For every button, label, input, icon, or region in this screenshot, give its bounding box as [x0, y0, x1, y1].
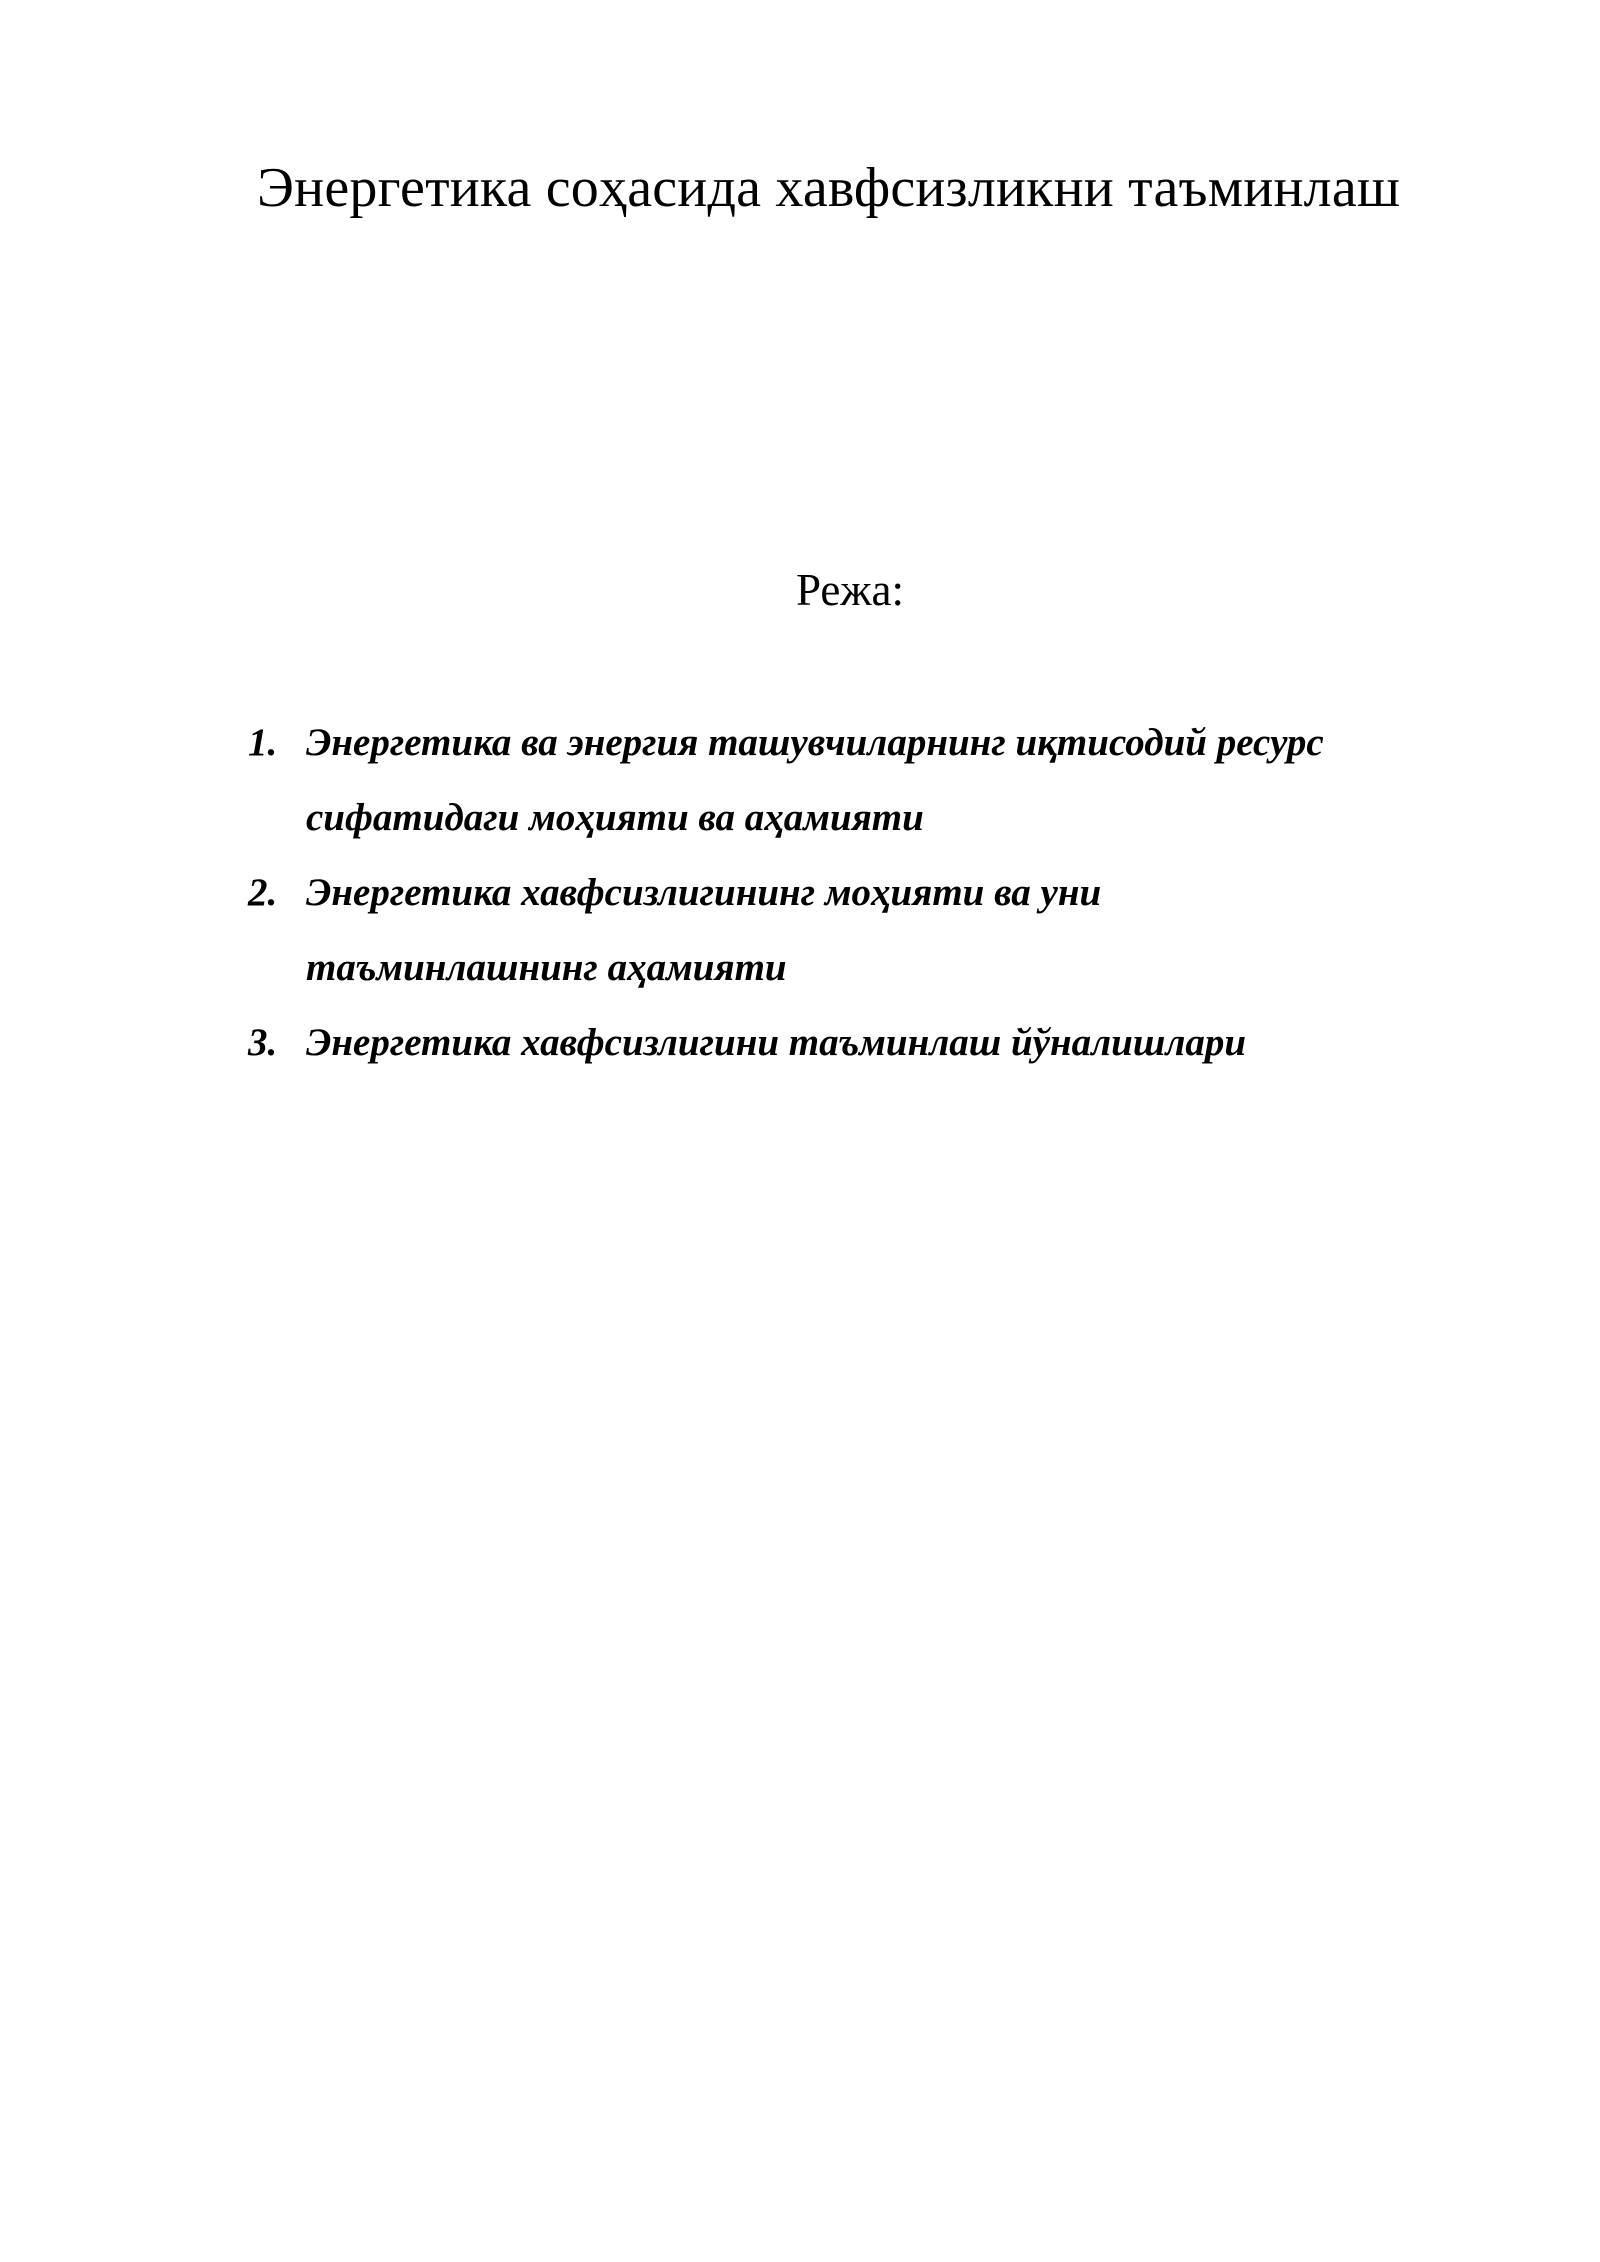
plan-item-number: 3. [248, 1021, 278, 1064]
plan-item-3 [248, 1005, 1448, 1080]
plan-item-line: сифатидаги моҳияти ва аҳамияти [306, 796, 924, 839]
plan-list [248, 705, 1448, 1080]
document-title: Энергетика соҳасида хавфсизликни таъминлаш [257, 157, 1401, 219]
plan-item-1 [248, 705, 1448, 855]
plan-item-line: таъминлашнинг аҳамияти [306, 946, 787, 989]
plan-item-number: 2. [248, 871, 278, 914]
plan-heading: Режа: [796, 565, 904, 615]
plan-item-2 [248, 855, 1448, 1005]
plan-item-line: Энергетика хавфсизлигининг моҳияти ва уни [306, 871, 1102, 914]
plan-item-line: Энергетика ва энергия ташувчиларнинг иқтисодий ресурс [306, 721, 1324, 764]
plan-item-number: 1. [248, 721, 278, 764]
plan-item-line: Энергетика хавфсизлигини таъминлаш йўналишлари [306, 1021, 1247, 1064]
